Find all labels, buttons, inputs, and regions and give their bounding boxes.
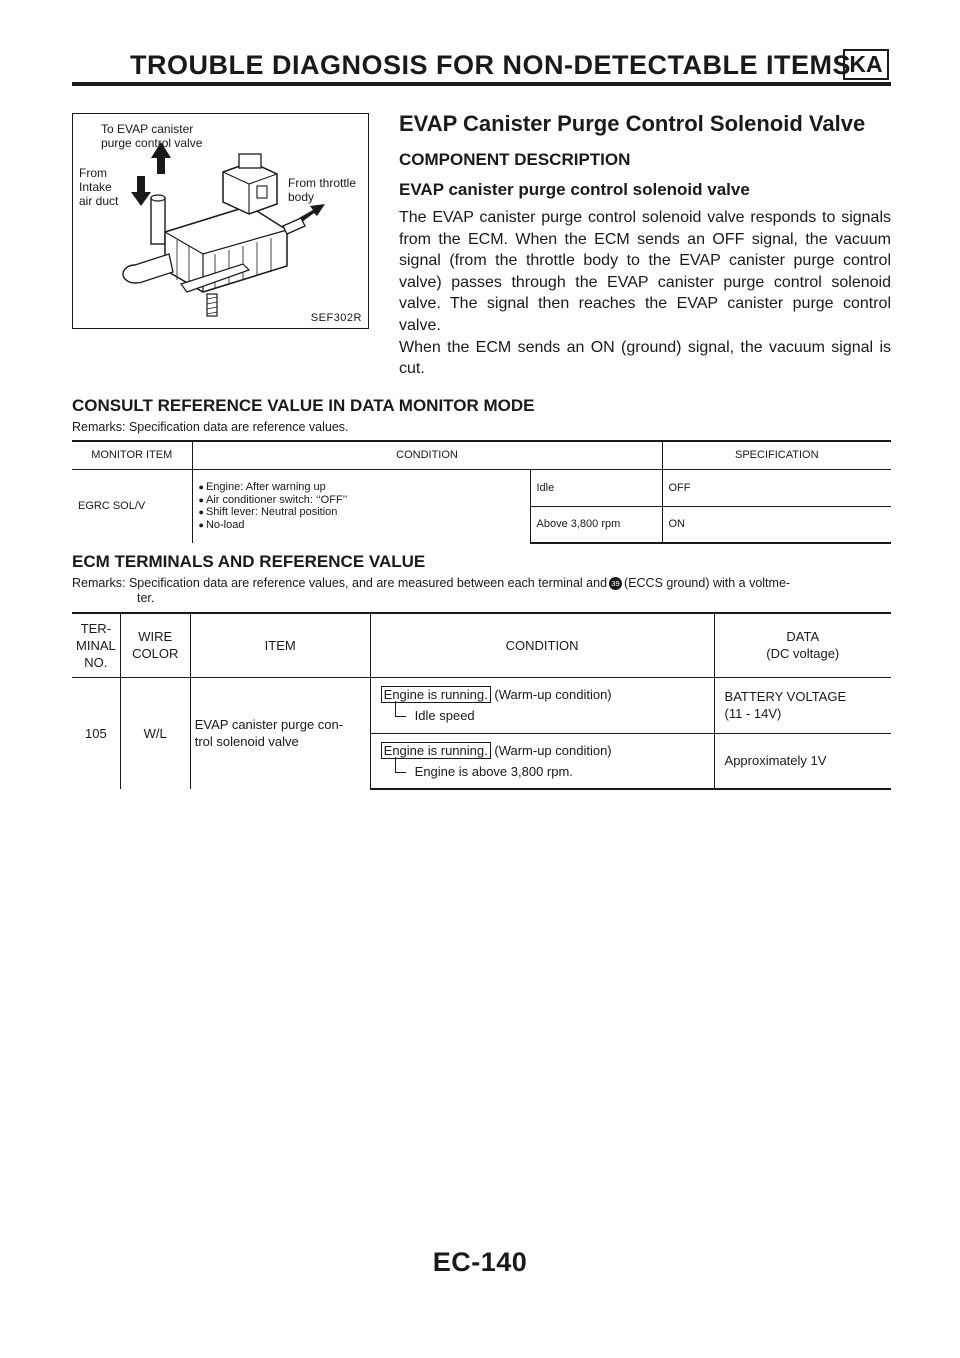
engine-running-box: Engine is running. — [381, 686, 491, 703]
table-row — [72, 677, 891, 733]
col-header-condition: CONDITION — [192, 441, 662, 469]
table-row — [72, 469, 891, 506]
spec-cell: ON — [662, 506, 891, 543]
label-from-throttle-body: From throttle body — [288, 176, 357, 204]
ecm-remarks: Remarks: Specification data are reference values, and are measured between each terminal and 39 (ECCS ground) with a voltme- ter. — [72, 576, 791, 605]
table-header-row — [72, 441, 891, 469]
monitor-item-cell: EGRC SOL/V — [72, 469, 192, 543]
col-header-terminal: TER- MINAL NO. — [72, 613, 120, 677]
figure-code: SEF302R — [310, 312, 362, 324]
col-header-data: DATA (DC voltage) — [714, 613, 891, 677]
consult-reference-table — [72, 440, 891, 544]
subtitle-component-description: COMPONENT DESCRIPTION — [399, 150, 631, 169]
model-badge: KA — [843, 49, 889, 80]
ecm-terminal-table — [72, 612, 891, 790]
list-item: ● No-load — [199, 519, 524, 532]
list-item: ● Air conditioner switch: ‘‘OFF’’ — [199, 494, 524, 507]
item-cell: EVAP canister purge con- trol solenoid valve — [190, 677, 370, 789]
consult-remarks: Remarks: Specification data are reference values. — [72, 420, 349, 434]
col-header-specification: SPECIFICATION — [662, 441, 891, 469]
condition-cell: Engine is running. (Warm-up condition) Idle speed — [370, 677, 714, 733]
subtitle-solenoid-valve: EVAP canister purge control solenoid valve — [399, 180, 750, 199]
consult-heading: CONSULT REFERENCE VALUE IN DATA MONITOR MODE — [72, 396, 535, 415]
col-header-monitor-item: MONITOR ITEM — [72, 441, 192, 469]
page-header-title: TROUBLE DIAGNOSIS FOR NON-DETECTABLE ITEMS — [130, 50, 851, 80]
page-number: EC-140 — [432, 1247, 528, 1277]
description-paragraph: When the ECM sends an ON (ground) signal, the vacuum signal is cut. — [399, 338, 891, 378]
state-cell: Idle — [530, 469, 662, 506]
terminal-39-icon: 39 — [609, 577, 622, 590]
header-rule — [72, 82, 891, 86]
section-title: EVAP Canister Purge Control Solenoid Valve — [399, 111, 866, 136]
list-item: ● Shift lever: Neutral position — [199, 506, 524, 519]
data-cell: BATTERY VOLTAGE (11 - 14V) — [714, 677, 891, 733]
description-paragraph: The EVAP canister purge control solenoid valve responds to signals from the ECM. When the ECM sends an OFF signal, the vacuum signal (from the throttle body to the EVAP canister purge control valve) passes through the EVAP canister purge control solenoid valve. The signal then reaches the EVAP canister purge control valve. — [399, 209, 891, 334]
engine-running-box: Engine is running. — [381, 742, 491, 759]
table-header-row — [72, 613, 891, 677]
col-header-item: ITEM — [190, 613, 370, 677]
terminal-cell: 105 — [72, 677, 120, 789]
label-from-intake: From Intake air duct — [79, 166, 119, 208]
condition-list-cell — [192, 469, 530, 543]
sub-condition: Idle speed — [381, 707, 704, 724]
description-text — [399, 207, 891, 380]
data-cell: Approximately 1V — [714, 733, 891, 789]
solenoid-valve-figure — [72, 113, 369, 329]
label-to-evap-canister: To EVAP canister purge control valve — [101, 122, 203, 150]
list-item: ● Engine: After warning up — [199, 481, 524, 494]
condition-list — [199, 479, 524, 533]
sub-condition: Engine is above 3,800 rpm. — [381, 763, 704, 780]
col-header-condition: CONDITION — [370, 613, 714, 677]
spec-cell: OFF — [662, 469, 891, 506]
condition-cell: Engine is running. (Warm-up condition) Engine is above 3,800 rpm. — [370, 733, 714, 789]
wire-color-cell: W/L — [120, 677, 190, 789]
state-cell: Above 3,800 rpm — [530, 506, 662, 543]
ecm-heading: ECM TERMINALS AND REFERENCE VALUE — [72, 552, 426, 571]
col-header-wire-color: WIRE COLOR — [120, 613, 190, 677]
